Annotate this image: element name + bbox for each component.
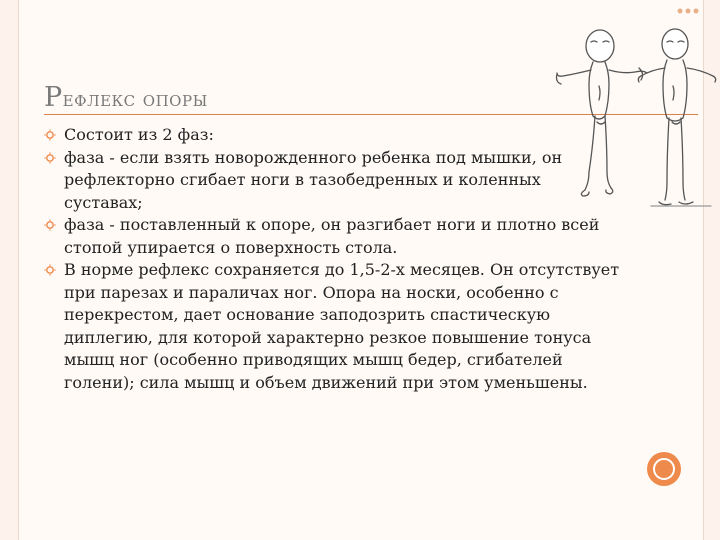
bullet-text: фаза - если взять новорожденного ребенка под мышки, он рефлекторно сгибает ноги в тазобедренных и коленных суставах; (64, 147, 563, 212)
slide-title (44, 82, 208, 113)
bullet-text: Состоит из 2 фаз: (64, 125, 214, 144)
sun-ring-bullet-icon (44, 152, 56, 164)
sun-ring-bullet-icon (44, 129, 56, 141)
sun-ring-bullet-icon (44, 264, 56, 276)
bullet-list (44, 124, 624, 394)
list-item (44, 124, 624, 147)
list-item (44, 214, 624, 259)
list-item (44, 147, 624, 215)
decorative-dots-icon (676, 6, 712, 16)
bullet-text: В норме рефлекс сохраняется до 1,5-2-х месяцев. Он отсутствует при парезах и параличах ног. Опора на носки, особенно с перекрестом, дает основание заподозрить спастическую диплегию, для которой характерно резкое повышение тонуса мышц ног (особенно приводящих мышц бедер, сгибателей голени); сила мышц и объем движений при этом уменьшены. (64, 260, 620, 392)
list-item (44, 259, 624, 394)
sun-ring-bullet-icon (44, 219, 56, 231)
decorative-circle-icon (647, 452, 681, 486)
slide-title-initial: Р (44, 82, 63, 113)
slide-title-rest: ефлекс опоры (62, 87, 208, 111)
bullet-text: фаза - поставленный к опоре, он разгибает ноги и плотно всей стопой упирается о поверхность стола. (64, 215, 600, 257)
